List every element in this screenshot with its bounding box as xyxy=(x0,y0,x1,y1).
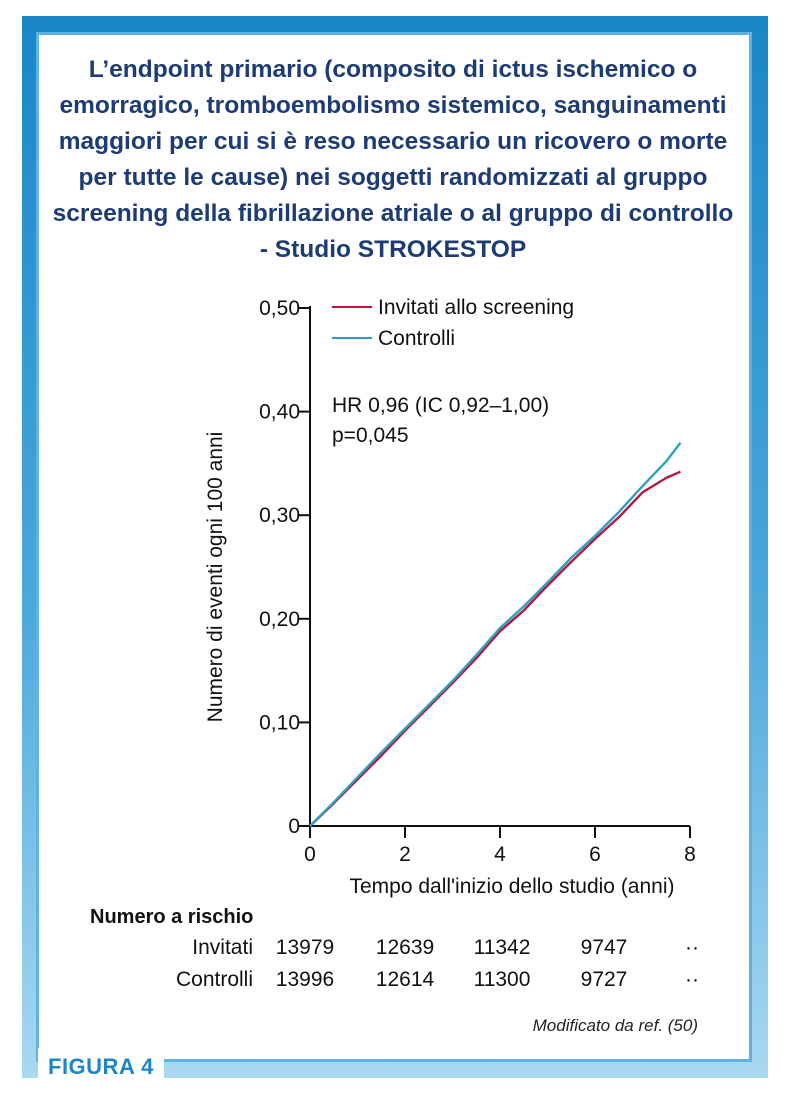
risk-cell: 9747 xyxy=(580,936,628,959)
x-tick-label: 8 xyxy=(684,843,696,866)
x-tick-label: 6 xyxy=(589,843,601,866)
figure-title: L’endpoint primario (composito di ictus ischemico o emorragico, tromboembolismo sistemico, sanguinamenti maggiori per cui si è reso necessario un ricovero o morte per tutte le cause) nei soggetti randomizzati al gruppo screening della fibrillazione atriale o al gruppo di controllo - Studio STROKESTOP xyxy=(52,56,734,263)
y-axis-title: Numero di eventi ogni 100 anni xyxy=(204,431,227,723)
risk-cell: 11300 xyxy=(473,968,531,991)
x-tick-label: 0 xyxy=(304,843,316,866)
risk-cell: ·· xyxy=(685,968,699,991)
y-tick-label: 0 xyxy=(288,815,300,838)
risk-row-label: Invitati xyxy=(192,936,253,959)
risk-cell: ·· xyxy=(685,936,699,959)
risk-table xyxy=(90,906,699,991)
source-note: Modificato da ref. (50) xyxy=(532,1016,698,1035)
chart-axes xyxy=(204,297,696,898)
risk-cell: 9727 xyxy=(580,968,628,991)
y-tick-label: 0,20 xyxy=(259,607,300,631)
series-line-invitati xyxy=(310,472,681,826)
legend-label: Invitati allo screening xyxy=(378,296,575,319)
chart-series xyxy=(310,443,681,826)
risk-row-label: Controlli xyxy=(175,968,253,991)
risk-cell: 12614 xyxy=(375,968,435,991)
series-line-controlli xyxy=(310,443,681,826)
x-axis-title: Tempo dall'inizio dello studio (anni) xyxy=(349,875,675,898)
figure-label: FIGURA 4 xyxy=(48,1054,154,1079)
risk-cell: 13996 xyxy=(275,968,335,991)
y-tick-label: 0,50 xyxy=(259,297,300,320)
x-tick-label: 2 xyxy=(399,843,411,866)
y-tick-label: 0,30 xyxy=(259,504,300,528)
risk-cell: 13979 xyxy=(275,936,335,959)
risk-cell: 12639 xyxy=(375,936,435,959)
hazard-ratio-label: HR 0,96 (IC 0,92–1,00) xyxy=(332,394,550,417)
risk-table-heading: Numero a rischio xyxy=(90,906,254,928)
y-tick-label: 0,40 xyxy=(259,400,300,424)
p-value-label: p=0,045 xyxy=(332,424,409,447)
chart-legend xyxy=(332,296,574,350)
y-tick-label: 0,10 xyxy=(259,711,300,735)
legend-label: Controlli xyxy=(378,327,456,350)
risk-cell: 11342 xyxy=(473,936,531,959)
x-tick-label: 4 xyxy=(494,843,506,866)
